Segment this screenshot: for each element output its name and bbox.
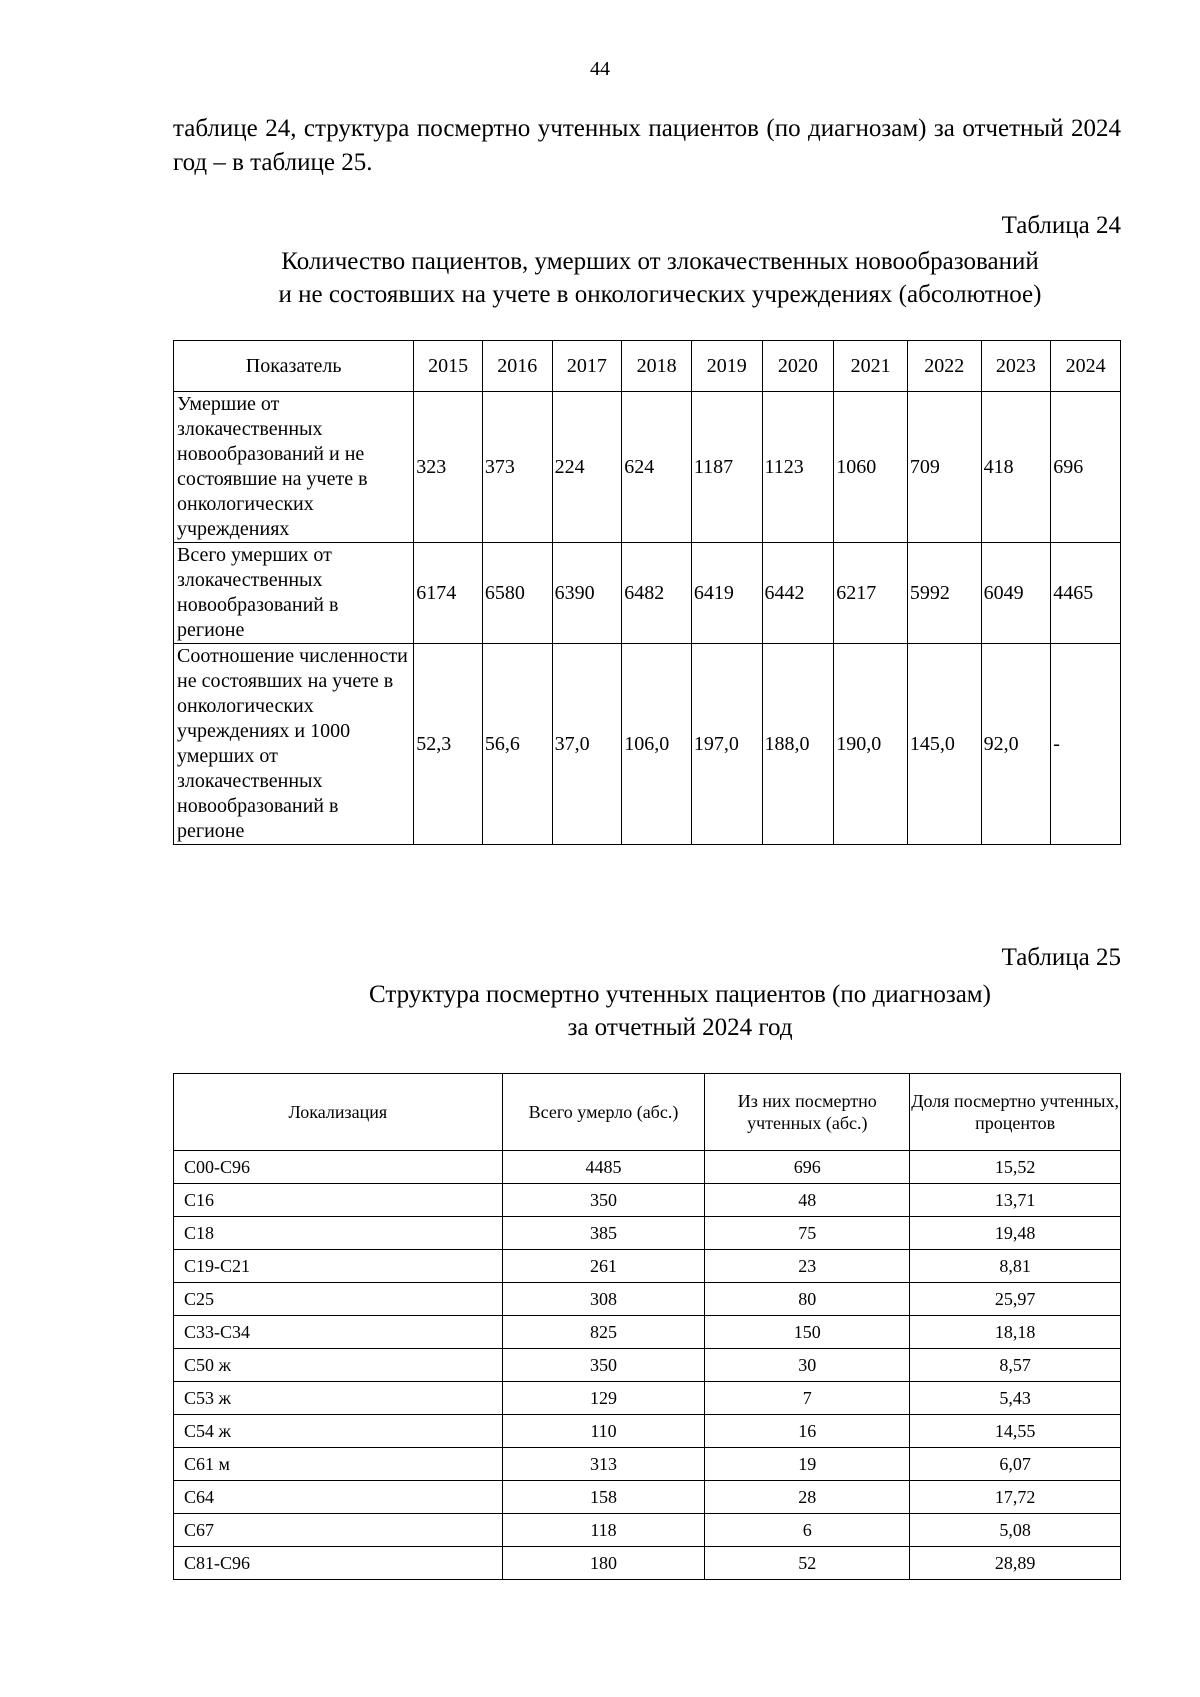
table-24-title <box>180 245 1140 311</box>
column-header-year: 2023 <box>981 341 1051 392</box>
table-25-title-line: за отчетный 2024 год <box>567 1014 793 1041</box>
table-cell: 6442 <box>762 543 834 644</box>
row-total-deceased: 350 <box>502 1349 705 1382</box>
table-24-title-line: Количество пациентов, умерших от злокачественных новообразований <box>281 248 1039 275</box>
table-row <box>174 392 1121 543</box>
row-total-deceased: 110 <box>502 1415 705 1448</box>
row-localization: C00-C96 <box>174 1151 503 1184</box>
row-localization: C54 ж <box>174 1415 503 1448</box>
table-row <box>174 1481 1121 1514</box>
row-posthumous: 150 <box>705 1316 910 1349</box>
column-header-indicator: Показатель <box>174 341 414 392</box>
row-posthumous-share: 18,18 <box>910 1316 1121 1349</box>
table-cell: 323 <box>414 392 483 543</box>
table-cell: 6482 <box>622 543 692 644</box>
row-posthumous-share: 5,43 <box>910 1382 1121 1415</box>
column-header-posthumous: Из них посмертно учтенных (абс.) <box>705 1074 910 1151</box>
table-row <box>174 1250 1121 1283</box>
table-cell: 52,3 <box>414 644 483 845</box>
row-total-deceased: 180 <box>502 1547 705 1580</box>
row-posthumous: 6 <box>705 1514 910 1547</box>
table-row <box>174 1415 1121 1448</box>
table-24-header-row <box>174 341 1121 392</box>
column-header-year: 2018 <box>622 341 692 392</box>
table-cell: 1123 <box>762 392 834 543</box>
row-posthumous-share: 28,89 <box>910 1547 1121 1580</box>
table-row <box>174 1283 1121 1316</box>
row-posthumous: 19 <box>705 1448 910 1481</box>
column-header-localization: Локализация <box>174 1074 503 1151</box>
row-posthumous-share: 6,07 <box>910 1448 1121 1481</box>
table-24 <box>173 340 1121 845</box>
row-posthumous: 23 <box>705 1250 910 1283</box>
row-posthumous: 48 <box>705 1184 910 1217</box>
row-total-deceased: 313 <box>502 1448 705 1481</box>
row-posthumous: 30 <box>705 1349 910 1382</box>
row-total-deceased: 118 <box>502 1514 705 1547</box>
row-posthumous-share: 8,81 <box>910 1250 1121 1283</box>
page-number: 44 <box>590 58 610 80</box>
row-indicator: Умершие от злокачественных новообразований и не состоявшие на учете в онкологических учреждениях <box>174 392 414 543</box>
column-header-year: 2020 <box>762 341 834 392</box>
column-header-year: 2022 <box>907 341 981 392</box>
table-25-label: Таблица 25 <box>1001 944 1121 971</box>
table-25-title <box>250 978 1110 1044</box>
table-cell: 1060 <box>834 392 908 543</box>
table-24-label: Таблица 24 <box>1001 212 1121 239</box>
table-row <box>174 1514 1121 1547</box>
row-posthumous: 16 <box>705 1415 910 1448</box>
table-cell: 106,0 <box>622 644 692 845</box>
row-posthumous: 7 <box>705 1382 910 1415</box>
table-cell: 6049 <box>981 543 1051 644</box>
column-header-year: 2024 <box>1051 341 1121 392</box>
column-header-posthumous-share: Доля посмертно учтенных, процентов <box>910 1074 1121 1151</box>
table-row <box>174 1349 1121 1382</box>
row-localization: C64 <box>174 1481 503 1514</box>
row-posthumous-share: 5,08 <box>910 1514 1121 1547</box>
row-localization: C81-C96 <box>174 1547 503 1580</box>
row-total-deceased: 350 <box>502 1184 705 1217</box>
row-indicator: Всего умерших от злокачественных новообразований в регионе <box>174 543 414 644</box>
row-posthumous-share: 8,57 <box>910 1349 1121 1382</box>
table-25 <box>173 1073 1121 1580</box>
row-posthumous: 696 <box>705 1151 910 1184</box>
row-posthumous-share: 14,55 <box>910 1415 1121 1448</box>
table-cell: 6390 <box>552 543 622 644</box>
row-total-deceased: 385 <box>502 1217 705 1250</box>
column-header-year: 2019 <box>691 341 762 392</box>
table-cell: 624 <box>622 392 692 543</box>
table-row <box>174 1547 1121 1580</box>
row-localization: C67 <box>174 1514 503 1547</box>
table-row <box>174 1382 1121 1415</box>
table-cell: 56,6 <box>482 644 552 845</box>
row-total-deceased: 158 <box>502 1481 705 1514</box>
table-row <box>174 1448 1121 1481</box>
row-total-deceased: 129 <box>502 1382 705 1415</box>
row-localization: C33-C34 <box>174 1316 503 1349</box>
table-cell: 6419 <box>691 543 762 644</box>
table-cell: 224 <box>552 392 622 543</box>
column-header-year: 2015 <box>414 341 483 392</box>
row-localization: C25 <box>174 1283 503 1316</box>
row-posthumous: 28 <box>705 1481 910 1514</box>
row-posthumous-share: 15,52 <box>910 1151 1121 1184</box>
intro-paragraph: таблице 24, структура посмертно учтенных пациентов (по диагнозам) за отчетный 2024 год – в таблице 25. <box>173 115 1121 176</box>
row-localization: C50 ж <box>174 1349 503 1382</box>
table-row <box>174 1217 1121 1250</box>
row-total-deceased: 261 <box>502 1250 705 1283</box>
column-header-year: 2016 <box>482 341 552 392</box>
column-header-total-deceased: Всего умерло (абс.) <box>502 1074 705 1151</box>
table-row <box>174 543 1121 644</box>
table-cell: 418 <box>981 392 1051 543</box>
table-cell: - <box>1051 644 1121 845</box>
table-cell: 696 <box>1051 392 1121 543</box>
table-cell: 6217 <box>834 543 908 644</box>
table-row <box>174 1316 1121 1349</box>
row-total-deceased: 825 <box>502 1316 705 1349</box>
table-cell: 190,0 <box>834 644 908 845</box>
table-24-title-line: и не состоявших на учете в онкологических учреждениях (абсолютное) <box>278 281 1042 308</box>
row-posthumous: 52 <box>705 1547 910 1580</box>
table-row <box>174 644 1121 845</box>
table-25-title-line: Структура посмертно учтенных пациентов (по диагнозам) <box>369 981 991 1008</box>
table-cell: 145,0 <box>907 644 981 845</box>
row-localization: C19-C21 <box>174 1250 503 1283</box>
table-cell: 373 <box>482 392 552 543</box>
table-cell: 1187 <box>691 392 762 543</box>
row-posthumous-share: 13,71 <box>910 1184 1121 1217</box>
table-cell: 709 <box>907 392 981 543</box>
row-localization: C18 <box>174 1217 503 1250</box>
table-cell: 5992 <box>907 543 981 644</box>
row-localization: C16 <box>174 1184 503 1217</box>
column-header-year: 2017 <box>552 341 622 392</box>
row-total-deceased: 4485 <box>502 1151 705 1184</box>
table-cell: 197,0 <box>691 644 762 845</box>
table-row <box>174 1151 1121 1184</box>
row-posthumous-share: 17,72 <box>910 1481 1121 1514</box>
row-total-deceased: 308 <box>502 1283 705 1316</box>
row-localization: C61 м <box>174 1448 503 1481</box>
table-cell: 92,0 <box>981 644 1051 845</box>
row-indicator: Соотношение численности не состоявших на учете в онкологических учреждениях и 1000 умерших от злокачественных новообразований в регионе <box>174 644 414 845</box>
column-header-year: 2021 <box>834 341 908 392</box>
table-cell: 6580 <box>482 543 552 644</box>
row-posthumous-share: 25,97 <box>910 1283 1121 1316</box>
row-localization: C53 ж <box>174 1382 503 1415</box>
row-posthumous-share: 19,48 <box>910 1217 1121 1250</box>
table-cell: 188,0 <box>762 644 834 845</box>
row-posthumous: 80 <box>705 1283 910 1316</box>
table-row <box>174 1184 1121 1217</box>
table-cell: 4465 <box>1051 543 1121 644</box>
table-cell: 6174 <box>414 543 483 644</box>
table-25-header-row <box>174 1074 1121 1151</box>
row-posthumous: 75 <box>705 1217 910 1250</box>
table-cell: 37,0 <box>552 644 622 845</box>
